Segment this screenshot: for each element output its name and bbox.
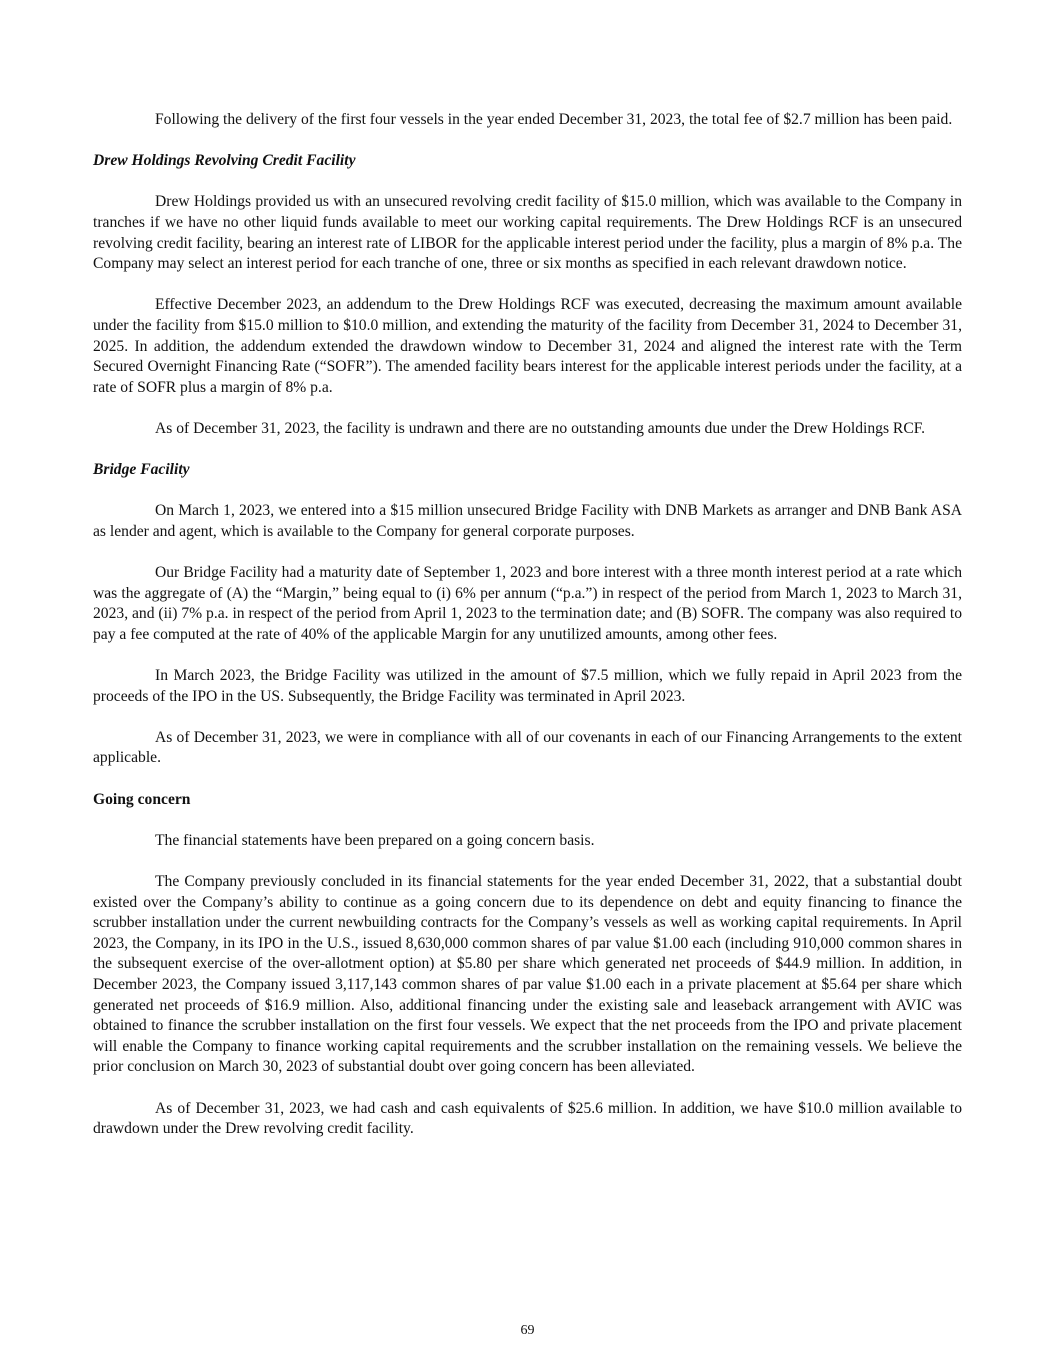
heading-drew-holdings-rcf: Drew Holdings Revolving Credit Facility [93, 152, 356, 170]
paragraph-drew-rcf-addendum: Effective December 2023, an addendum to the Drew Holdings RCF was executed, decreasing the maximum amount available under the facility from $15.0 million to $10.0 million, and extending the maturity of the facility from December 31, 2024 to December 31, 2025. In addition, the addendum extended the drawdown window to December 31, 2024 and aligned the interest rate with the Term Secured Overnight Financing Rate (“SOFR”). The amended facility bears interest for the applicable interest periods under the facility, at a rate of SOFR plus a margin of 8% p.a. [93, 296, 962, 396]
paragraph-bridge-facility-repayment: In March 2023, the Bridge Facility was utilized in the amount of $7.5 million, which we fully repaid in April 2023 from the proceeds of the IPO in the US. Subsequently, the Bridge Facility was terminated in April 2023. [93, 667, 962, 705]
paragraph-cash-position: As of December 31, 2023, we had cash and cash equivalents of $25.6 million. In addition, we have $10.0 million available to drawdown under the Drew revolving credit facility. [93, 1099, 962, 1138]
paragraph-fee-paid: Following the delivery of the first four vessels in the year ended December 31, 2023, the total fee of $2.7 million has been paid. [155, 111, 953, 128]
heading-going-concern: Going concern [93, 790, 191, 808]
page-number: 69 [520, 1323, 535, 1338]
paragraph-drew-rcf-status: As of December 31, 2023, the facility is undrawn and there are no outstanding amounts due under the Drew Holdings RCF. [155, 419, 926, 437]
paragraph-drew-rcf-terms: Drew Holdings provided us with an unsecured revolving credit facility of $15.0 million, which was available to the Company in tranches if we have no other liquid funds available to meet our working capital requirements. The Drew Holdings RCF is an unsecured revolving credit facility, bearing an interest rate of LIBOR for the applicable interest period under the facility, plus a margin of 8% p.a. The Company may select an interest period for each tranche of one, three or six months as specified in each relevant drawdown notice. [93, 193, 962, 273]
paragraph-going-concern-conclusion: The Company previously concluded in its financial statements for the year ended December 31, 2022, that a substantial doubt existed over the Company’s ability to continue as a going concern due to its dependence on debt and equity financing to finance the scrubber installation under the current newbuilding contracts for the Company’s vessels as well as working capital requirements. In April 2023, the Company, in its IPO in the U.S., issued 8,630,000 common shares of par value $1.00 each (including 910,000 common shares in the subsequent exercise of the over-allotment option) at $5.80 per share which generated net proceeds of $44.9 million. In addition, in December 2023, the Company issued 3,117,143 common shares of par value $1.00 each in a private placement at $5.64 per share which generated net proceeds of $16.9 million. Also, additional financing under the existing sale and leaseback arrangement with AVIC was obtained to finance the scrubber installation on the first four vessels. We expect that the net proceeds from the IPO and private placement will enable the Company to finance working capital requirements and the scrubber installation on the remaining vessels. We believe the prior conclusion on March 30, 2023 of substantial doubt over going concern has been alleviated. [93, 872, 962, 1076]
paragraph-bridge-facility-entry: On March 1, 2023, we entered into a $15 million unsecured Bridge Facility with DNB Markets as arranger and DNB Bank ASA as lender and agent, which is available to the Company for general corporate purposes. [93, 502, 962, 540]
paragraph-going-concern-basis: The financial statements have been prepared on a going concern basis. [155, 831, 595, 849]
heading-bridge-facility: Bridge Facility [93, 461, 190, 479]
document-page [93, 110, 962, 1140]
paragraph-covenant-compliance: As of December 31, 2023, we were in compliance with all of our covenants in each of our Financing Arrangements to the extent applicable. [93, 728, 962, 767]
paragraph-bridge-facility-terms: Our Bridge Facility had a maturity date of September 1, 2023 and bore interest with a three month interest period at a rate which was the aggregate of (A) the “Margin,” being equal to (i) 6% per annum (“p.a.”) in respect of the period from March 1, 2023 to March 31, 2023, and (ii) 7% p.a. in respect of the period from April 1, 2023 to the termination date; and (B) SOFR. The company was also required to pay a fee computed at the rate of 40% of the applicable Margin for any unutilized amounts, among other fees. [93, 564, 962, 643]
